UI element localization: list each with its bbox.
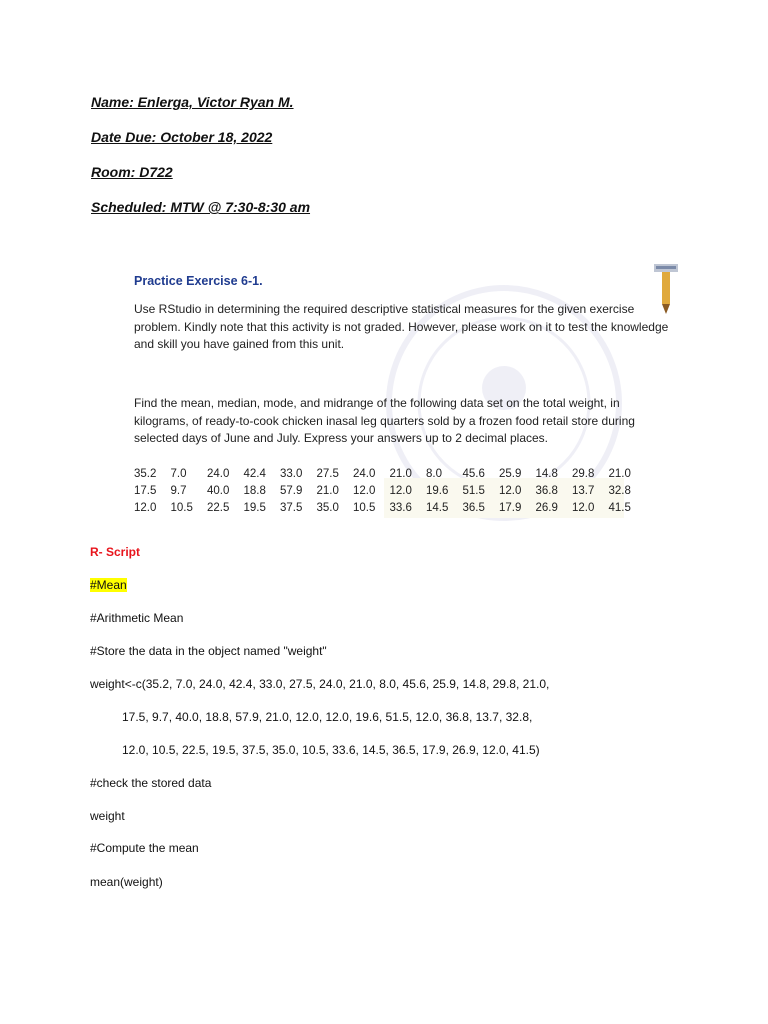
- date-due: Date Due: October 18, 2022: [91, 129, 273, 145]
- data-cell: 8.0: [426, 467, 442, 480]
- data-cell: 32.8: [608, 484, 631, 497]
- r-script-heading: R- Script: [90, 545, 141, 559]
- data-cell: 45.6: [462, 467, 485, 480]
- data-cell: 21.0: [389, 467, 412, 480]
- data-cell: 7.0: [170, 467, 187, 480]
- data-cell: 10.5: [353, 501, 376, 514]
- data-row: [134, 499, 645, 516]
- data-cell: 25.9: [499, 467, 522, 480]
- data-cell: 12.0: [499, 484, 522, 497]
- script-line: #Arithmetic Mean: [90, 611, 184, 625]
- data-cell: 35.2: [134, 467, 157, 480]
- data-row: [134, 465, 645, 482]
- script-line: mean(weight): [90, 875, 163, 889]
- exercise-image: [124, 258, 684, 530]
- data-cell: 37.5: [280, 501, 303, 514]
- data-cell: 17.5: [134, 484, 157, 497]
- data-cell: 21.0: [316, 484, 339, 497]
- data-cell: 17.9: [499, 501, 522, 514]
- data-cell: 36.8: [535, 484, 558, 497]
- data-cell: 14.5: [426, 501, 449, 514]
- data-cell: 33.0: [280, 467, 303, 480]
- data-cell: 19.6: [426, 484, 449, 497]
- exercise-title: Practice Exercise 6-1.: [134, 274, 263, 288]
- data-cell: 10.5: [170, 501, 193, 514]
- script-line: weight<-c(35.2, 7.0, 24.0, 42.4, 33.0, 27.5, 24.0, 21.0, 8.0, 45.6, 25.9, 14.8, 29.8, 21.0,: [90, 677, 550, 691]
- schedule: Scheduled: MTW @ 7:30-8:30 am: [91, 199, 311, 215]
- weight-data-table: [134, 465, 645, 516]
- student-name: Name: Enlerga, Victor Ryan M.: [91, 94, 294, 110]
- data-cell: 41.5: [608, 501, 631, 514]
- mean-highlight: #Mean: [90, 578, 127, 592]
- data-cell: 12.0: [353, 484, 376, 497]
- data-cell: 36.5: [462, 501, 485, 514]
- data-cell: 21.0: [608, 467, 631, 480]
- data-cell: 12.0: [572, 501, 595, 514]
- data-cell: 26.9: [535, 501, 558, 514]
- script-line: 12.0, 10.5, 22.5, 19.5, 37.5, 35.0, 10.5, 33.6, 14.5, 36.5, 17.9, 26.9, 12.0, 41.5): [122, 743, 540, 757]
- room: Room: D722: [91, 164, 173, 180]
- data-cell: 24.0: [207, 467, 230, 480]
- data-cell: 14.8: [535, 467, 558, 480]
- exercise-instructions: Use RStudio in determining the required descriptive statistical measures for the given exercise problem. Kindly note that this activity is not graded. However, please work on it to test the knowledge and skill you have gained from this unit.: [134, 302, 669, 351]
- data-cell: 57.9: [280, 484, 303, 497]
- data-cell: 24.0: [353, 467, 376, 480]
- data-cell: 42.4: [243, 467, 266, 480]
- data-cell: 13.7: [572, 484, 595, 497]
- script-line: #Compute the mean: [90, 841, 199, 855]
- data-row: [134, 482, 645, 499]
- data-cell: 29.8: [572, 467, 595, 480]
- data-cell: 9.7: [170, 484, 187, 497]
- data-cell: 27.5: [316, 467, 339, 480]
- data-cell: 51.5: [462, 484, 485, 497]
- data-cell: 33.6: [389, 501, 412, 514]
- data-cell: 12.0: [389, 484, 412, 497]
- script-line: #check the stored data: [90, 776, 212, 790]
- data-cell: 40.0: [207, 484, 230, 497]
- data-cell: 19.5: [243, 501, 266, 514]
- data-cell: 18.8: [243, 484, 266, 497]
- script-line: weight: [90, 809, 125, 823]
- mean-heading: [90, 578, 127, 592]
- data-cell: 22.5: [207, 501, 230, 514]
- exercise-problem: Find the mean, median, mode, and midrange of the following data set on the total weight, in kilograms, of ready-to-cook chicken inasal leg quarters sold by a frozen food retail store during selected days of June and July. Express your answers up to 2 decimal places.: [134, 396, 635, 445]
- script-line: 17.5, 9.7, 40.0, 18.8, 57.9, 21.0, 12.0, 12.0, 19.6, 51.5, 12.0, 36.8, 13.7, 32.8,: [122, 710, 533, 724]
- data-cell: 35.0: [316, 501, 339, 514]
- data-cell: 12.0: [134, 501, 157, 514]
- script-line: #Store the data in the object named "weight": [90, 644, 327, 658]
